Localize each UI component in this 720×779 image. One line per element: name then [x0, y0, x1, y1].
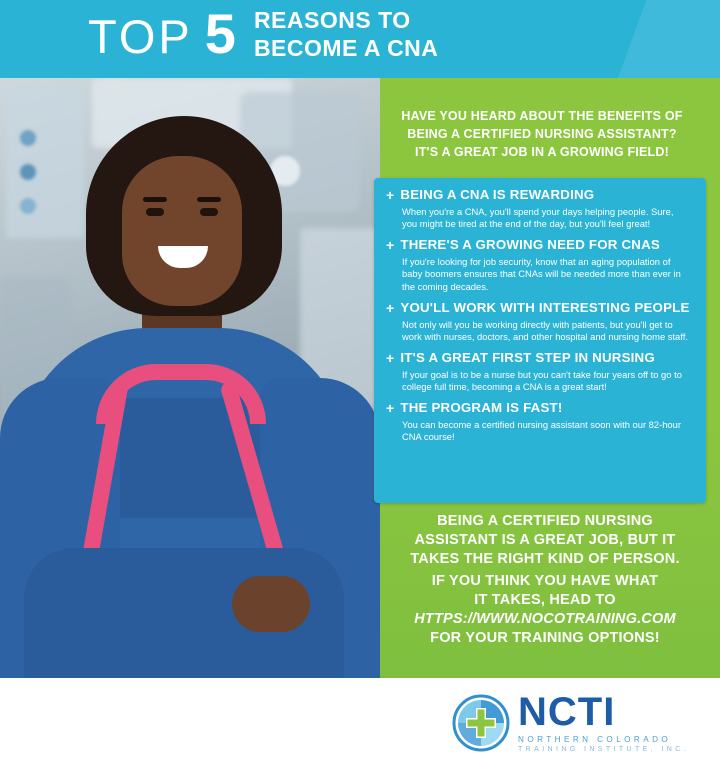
medical-cross-icon [452, 694, 510, 752]
ncti-logo [452, 692, 689, 753]
plus-icon: + [386, 187, 395, 203]
call-to-action-statement [380, 512, 710, 569]
intro-text [380, 108, 704, 161]
nurse-hand [232, 576, 310, 632]
nurse-face [122, 156, 242, 306]
nurse-eye-right [200, 208, 218, 216]
reason-heading [386, 351, 692, 366]
header-title-line2: BECOME A CNA [253, 35, 439, 62]
reason-body: You can become a certified nursing assistant soon with our 82-hour CNA course! [402, 418, 681, 443]
header-banner [0, 0, 720, 78]
plus-icon: + [386, 237, 395, 254]
reason-title: IT'S A GREAT FIRST STEP IN NURSING [400, 349, 655, 365]
reason-title: BEING A CNA IS REWARDING [400, 187, 595, 202]
nurse-photo [0, 78, 380, 678]
cta-line4: IF YOU THINK YOU HAVE WHAT [431, 573, 659, 589]
background-dial-icon [20, 164, 36, 180]
nurse-eye-left [146, 208, 164, 216]
reason-item [386, 238, 692, 294]
reasons-card [374, 178, 706, 503]
reason-title: YOU'LL WORK WITH INTERESTING PEOPLE [400, 299, 690, 315]
background-dial-icon [20, 130, 36, 146]
cta-line5: IT TAKES, HEAD TO [474, 591, 616, 608]
cta-line3: TAKES THE RIGHT KIND OF PERSON. [410, 550, 680, 567]
cta-line6: FOR YOUR TRAINING OPTIONS! [430, 629, 660, 646]
reason-heading [386, 401, 692, 416]
logo-name: NCTI [518, 690, 616, 734]
nurse-eyebrow-left [143, 197, 167, 202]
reason-heading [386, 238, 692, 253]
plus-icon: + [386, 299, 395, 316]
logo-wordmark [518, 692, 689, 753]
header-title [254, 6, 438, 62]
nurse-eyebrow-right [197, 197, 221, 202]
header-content [88, 2, 439, 66]
reason-item [386, 301, 692, 344]
reason-heading [386, 188, 692, 203]
intro-line3: IT'S A GREAT JOB IN A GROWING FIELD! [415, 144, 669, 159]
header-word-top: TOP [88, 10, 193, 64]
header-top-number [88, 2, 236, 66]
cta-line2: ASSISTANT IS A GREAT JOB, BUT IT [414, 531, 676, 548]
reason-item [386, 401, 692, 444]
reason-item [386, 188, 692, 231]
footer [0, 678, 720, 779]
header-decorative-stripe [610, 0, 720, 78]
background-dial-icon [20, 198, 36, 214]
reason-body: If you're looking for job security, know that an aging population of baby boomers ensures that CNAs will be needed more than ever in the coming decades. [402, 255, 681, 293]
call-to-action-link-block [380, 572, 710, 647]
reason-item [386, 351, 692, 394]
reason-heading [386, 301, 692, 316]
intro-line1: HAVE YOU HEARD ABOUT THE BENEFITS OF [401, 109, 683, 123]
reason-title: THE PROGRAM IS FAST! [400, 399, 563, 415]
cta-line1: BEING A CERTIFIED NURSING [437, 513, 653, 529]
reason-body: Not only will you be working directly with patients, but you'll get to work with nurses, doctors, and other hospital and nursing home staff. [402, 318, 688, 343]
plus-icon: + [386, 349, 395, 366]
plus-icon: + [386, 399, 395, 416]
reason-body: If your goal is to be a nurse but you can't take four years off to go to college full time, becoming a CNA is a great start! [402, 368, 682, 393]
header-title-line1: REASONS TO [253, 7, 411, 33]
background-equipment-shape [6, 88, 84, 238]
logo-subtitle-line2: TRAINING INSTITUTE, INC. [518, 746, 690, 753]
reason-body: When you're a CNA, you'll spend your days helping people. Sure, you might be tired at the end of the day, but you'll feel great! [402, 205, 674, 230]
logo-subtitle-line1: NORTHERN COLORADO [518, 735, 672, 744]
reason-title: THERE'S A GROWING NEED FOR CNAS [400, 237, 660, 253]
header-word-number: 5 [204, 2, 236, 66]
intro-line2: BEING A CERTIFIED NURSING ASSISTANT? [407, 126, 677, 141]
website-url-link[interactable]: HTTPS://WWW.NOCOTRAINING.COM [414, 610, 676, 627]
